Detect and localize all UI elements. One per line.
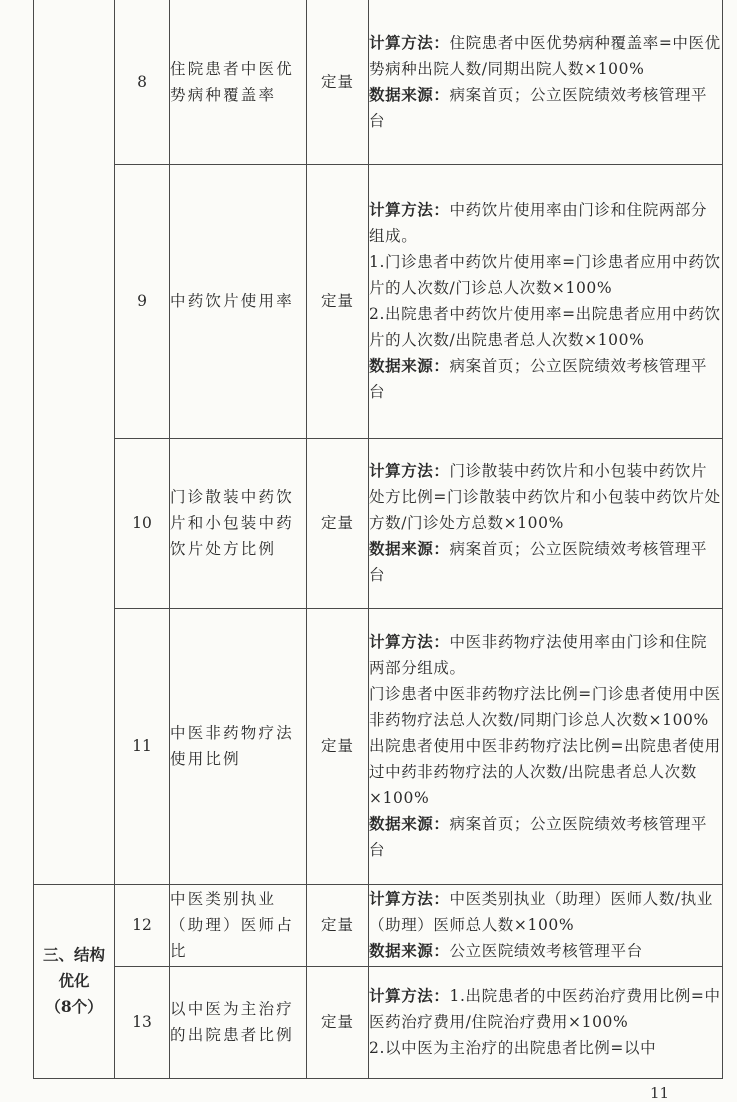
method-text: 2.以中医为主治疗的出院患者比例=以中 bbox=[369, 1039, 657, 1057]
source-label: 数据来源： bbox=[369, 539, 450, 558]
row-number: 13 bbox=[115, 966, 170, 1078]
method-text: 1.出院患者的中医药治疗费用比例=中医药治疗费用/住院治疗费用×100% bbox=[369, 987, 721, 1031]
source-text: 病案首页；公立医院绩效考核管理平台 bbox=[369, 540, 708, 584]
indicator-name: 住院患者中医优势病种覆盖率 bbox=[170, 0, 307, 164]
row-number: 9 bbox=[115, 164, 170, 438]
method-text: 2.出院患者中药饮片使用率=出院患者应用中药饮片的人次数/出院患者总人次数×100% bbox=[369, 305, 721, 349]
row-number: 12 bbox=[115, 884, 170, 966]
indicator-name: 以中医为主治疗的出院患者比例 bbox=[170, 966, 307, 1078]
indicator-name: 中医非药物疗法使用比例 bbox=[170, 608, 307, 884]
source-label: 数据来源： bbox=[369, 356, 450, 375]
table-row bbox=[34, 966, 723, 1078]
method-text: 出院患者使用中医非药物疗法比例=出院患者使用过中药非药物疗法的人次数/出院患者总人次数×100% bbox=[369, 737, 721, 807]
method-text: 中药饮片使用率由门诊和住院两部分组成。 bbox=[369, 201, 708, 245]
category-line: （8个） bbox=[45, 997, 103, 1016]
indicator-table-page bbox=[33, 0, 722, 1079]
method-text: 住院患者中医优势病种覆盖率=中医优势病种出院人数/同期出院人数×100% bbox=[369, 33, 721, 78]
category-line: 三、结构 bbox=[42, 945, 105, 964]
method-cell bbox=[369, 884, 723, 966]
source-label: 数据来源： bbox=[369, 84, 450, 104]
method-label: 计算方法： bbox=[369, 200, 450, 219]
source-text: 病案首页；公立医院绩效考核管理平台 bbox=[369, 815, 708, 859]
table-row bbox=[34, 438, 723, 608]
indicator-type: 定量 bbox=[307, 438, 369, 608]
method-cell bbox=[369, 164, 723, 438]
category-cell bbox=[34, 884, 115, 1078]
method-label: 计算方法： bbox=[369, 32, 450, 52]
indicator-table bbox=[33, 0, 723, 1079]
method-cell bbox=[369, 608, 723, 884]
row-number: 8 bbox=[115, 0, 170, 164]
indicator-name: 中医类别执业（助理）医师占比 bbox=[170, 884, 307, 966]
method-label: 计算方法： bbox=[369, 889, 450, 908]
method-cell bbox=[369, 438, 723, 608]
page-number: 11 bbox=[650, 1084, 670, 1102]
category-cell-continued bbox=[34, 0, 115, 884]
indicator-type: 定量 bbox=[307, 966, 369, 1078]
source-label: 数据来源： bbox=[369, 941, 450, 960]
indicator-type: 定量 bbox=[307, 0, 369, 164]
table-row bbox=[34, 608, 723, 884]
source-text: 病案首页；公立医院绩效考核管理平台 bbox=[369, 85, 708, 130]
method-text: 中医非药物疗法使用率由门诊和住院两部分组成。 bbox=[369, 633, 708, 677]
source-text: 病案首页；公立医院绩效考核管理平台 bbox=[369, 357, 708, 401]
indicator-type: 定量 bbox=[307, 164, 369, 438]
indicator-type: 定量 bbox=[307, 884, 369, 966]
method-label: 计算方法： bbox=[369, 461, 450, 480]
table-row bbox=[34, 164, 723, 438]
method-text: 中医类别执业（助理）医师人数/执业（助理）医师总人数×100% bbox=[369, 890, 713, 934]
row-number: 10 bbox=[115, 438, 170, 608]
indicator-name: 中药饮片使用率 bbox=[170, 164, 307, 438]
method-label: 计算方法： bbox=[369, 986, 450, 1005]
method-text: 门诊患者中医非药物疗法比例=门诊患者使用中医非药物疗法总人次数/同期门诊总人次数×100% bbox=[369, 685, 721, 729]
method-label: 计算方法： bbox=[369, 632, 450, 651]
source-text: 公立医院绩效考核管理平台 bbox=[449, 942, 643, 960]
method-text: 1.门诊患者中药饮片使用率=门诊患者应用中药饮片的人次数/门诊总人次数×100% bbox=[369, 253, 721, 297]
table-row bbox=[34, 0, 723, 164]
method-cell bbox=[369, 966, 723, 1078]
table-row bbox=[34, 884, 723, 966]
method-cell bbox=[369, 0, 723, 164]
indicator-name: 门诊散装中药饮片和小包装中药饮片处方比例 bbox=[170, 438, 307, 608]
row-number: 11 bbox=[115, 608, 170, 884]
method-text: 门诊散装中药饮片和小包装中药饮片处方比例=门诊散装中药饮片和小包装中药饮片处方数/门诊处方总数×100% bbox=[369, 462, 721, 532]
category-line: 优化 bbox=[58, 971, 90, 990]
indicator-type: 定量 bbox=[307, 608, 369, 884]
source-label: 数据来源： bbox=[369, 814, 450, 833]
